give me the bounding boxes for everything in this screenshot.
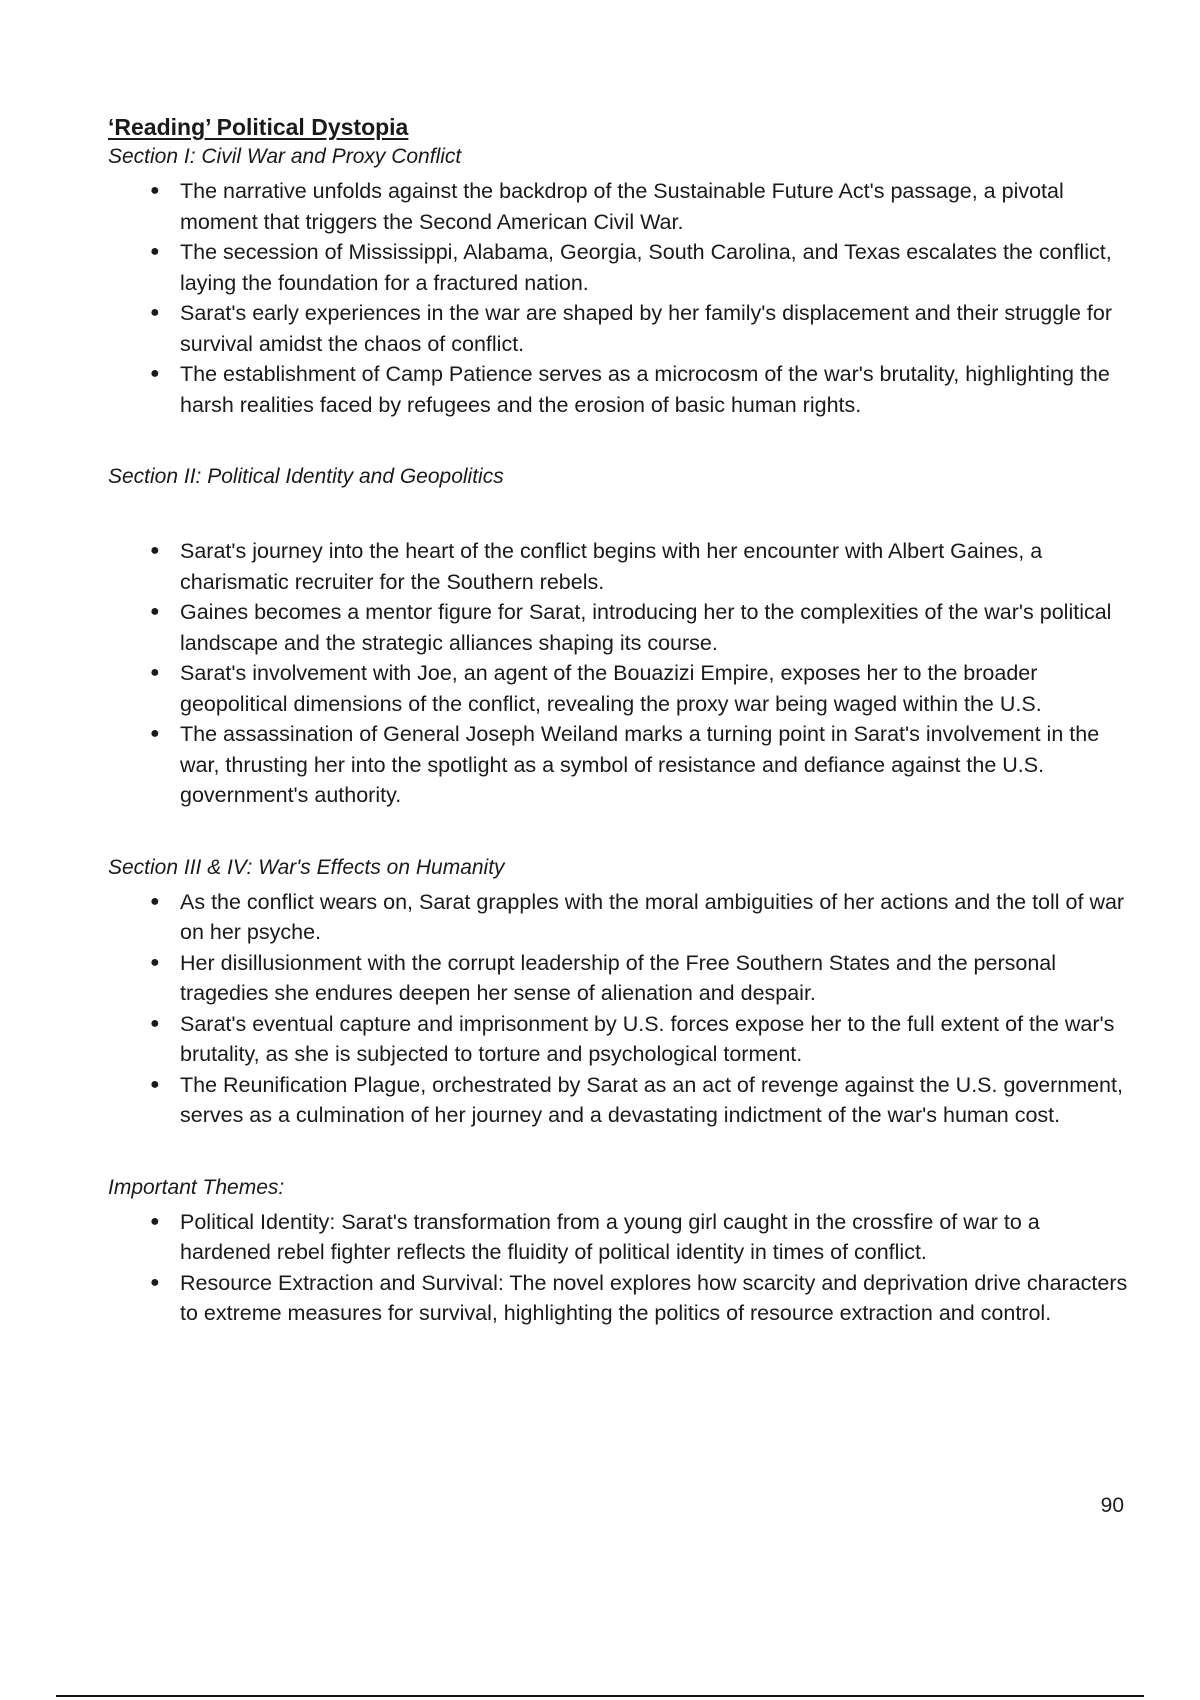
document-title: ‘Reading’ Political Dystopia	[108, 114, 409, 140]
bullet-icon: ●	[150, 1014, 160, 1032]
spacer	[108, 420, 1128, 462]
bullet-icon: ●	[150, 365, 160, 382]
bullet-icon: ●	[150, 1075, 160, 1093]
list-item	[108, 298, 1128, 359]
section-1	[108, 142, 1128, 420]
list-item-text: Sarat's eventual capture and imprisonment by U.S. forces expose her to the full extent of the war's brutality, as she is subjected to torture and psychological torment.	[180, 1011, 1115, 1066]
bullet-icon: ●	[150, 1273, 160, 1291]
list-item-text: Sarat's early experiences in the war are shaped by her family's displacement and their struggle for survival amidst the chaos of conflict.	[180, 301, 1112, 356]
footer-divider	[56, 1695, 1144, 1697]
list-item-text: Resource Extraction and Survival: The novel explores how scarcity and deprivation drive characters to extreme measures for survival, highlighting the politics of resource extraction and control.	[180, 1270, 1128, 1325]
list-item	[108, 597, 1128, 658]
bullet-list	[108, 176, 1128, 420]
bullet-icon: ●	[150, 953, 160, 971]
bullet-icon: ●	[150, 304, 160, 321]
list-item	[108, 658, 1128, 719]
bullet-icon: ●	[150, 542, 160, 559]
section-3	[108, 853, 1128, 1131]
spacer	[108, 811, 1128, 853]
list-item-text: The assassination of General Joseph Weiland marks a turning point in Sarat's involvement in the war, thrusting her into the spotlight as a symbol of resistance and defiance against the U.S. government's authority.	[180, 722, 1100, 807]
section-2	[108, 462, 1128, 811]
bullet-icon: ●	[150, 1212, 160, 1230]
list-item	[108, 948, 1128, 1009]
list-item	[108, 1268, 1128, 1329]
section-heading: Section I: Civil War and Proxy Conflict	[108, 145, 462, 168]
spacer	[108, 1131, 1128, 1173]
page-number: 90	[1100, 1494, 1124, 1517]
list-item-text: Gaines becomes a mentor figure for Sarat, introducing her to the complexities of the war's political landscape and the strategic alliances shaping its course.	[180, 600, 1112, 655]
list-item	[108, 1009, 1128, 1070]
list-item-text: The establishment of Camp Patience serves as a microcosm of the war's brutality, highlighting the harsh realities faced by refugees and the erosion of basic human rights.	[180, 362, 1110, 417]
bullet-icon: ●	[150, 664, 160, 681]
section-heading: Important Themes:	[108, 1175, 285, 1199]
section-heading: Section II: Political Identity and Geopolitics	[108, 465, 504, 488]
bullet-icon: ●	[150, 603, 160, 620]
list-item-text: The narrative unfolds against the backdrop of the Sustainable Future Act's passage, a pivotal moment that triggers the Second American Civil War.	[180, 179, 1064, 234]
list-item	[108, 1207, 1128, 1268]
list-item-text: The secession of Mississippi, Alabama, Georgia, South Carolina, and Texas escalates the conflict, laying the foundation for a fractured nation.	[180, 240, 1112, 295]
list-item	[108, 237, 1128, 298]
bullet-icon: ●	[150, 243, 160, 260]
list-item	[108, 887, 1128, 948]
bullet-list	[108, 1207, 1128, 1329]
list-item	[108, 359, 1128, 420]
list-item-text: Sarat's journey into the heart of the conflict begins with her encounter with Albert Gaines, a charismatic recruiter for the Southern rebels.	[180, 539, 1043, 594]
section-themes	[108, 1173, 1128, 1329]
bullet-icon: ●	[150, 725, 160, 742]
list-item-text: As the conflict wears on, Sarat grapples with the moral ambiguities of her actions and the toll of war on her psyche.	[180, 889, 1125, 944]
list-item	[108, 719, 1128, 811]
bullet-icon: ●	[150, 892, 160, 910]
spacer	[108, 492, 1128, 532]
section-heading: Section III & IV: War's Effects on Humanity	[108, 855, 505, 879]
list-item-text: Her disillusionment with the corrupt leadership of the Free Southern States and the personal tragedies she endures deepen her sense of alienation and despair.	[180, 950, 1057, 1005]
bullet-list	[108, 536, 1128, 811]
document-page	[108, 112, 1128, 1329]
list-item-text: The Reunification Plague, orchestrated by Sarat as an act of revenge against the U.S. government, serves as a culmination of her journey and a devastating indictment of the war's human cost.	[180, 1072, 1123, 1127]
bullet-icon: ●	[150, 182, 160, 199]
list-item-text: Political Identity: Sarat's transformation from a young girl caught in the crossfire of war to a hardened rebel fighter reflects the fluidity of political identity in times of conflict.	[180, 1209, 1040, 1264]
list-item	[108, 1070, 1128, 1131]
list-item	[108, 176, 1128, 237]
bullet-list	[108, 887, 1128, 1131]
list-item	[108, 536, 1128, 597]
list-item-text: Sarat's involvement with Joe, an agent of the Bouazizi Empire, exposes her to the broader geopolitical dimensions of the conflict, revealing the proxy war being waged within the U.S.	[180, 661, 1042, 716]
